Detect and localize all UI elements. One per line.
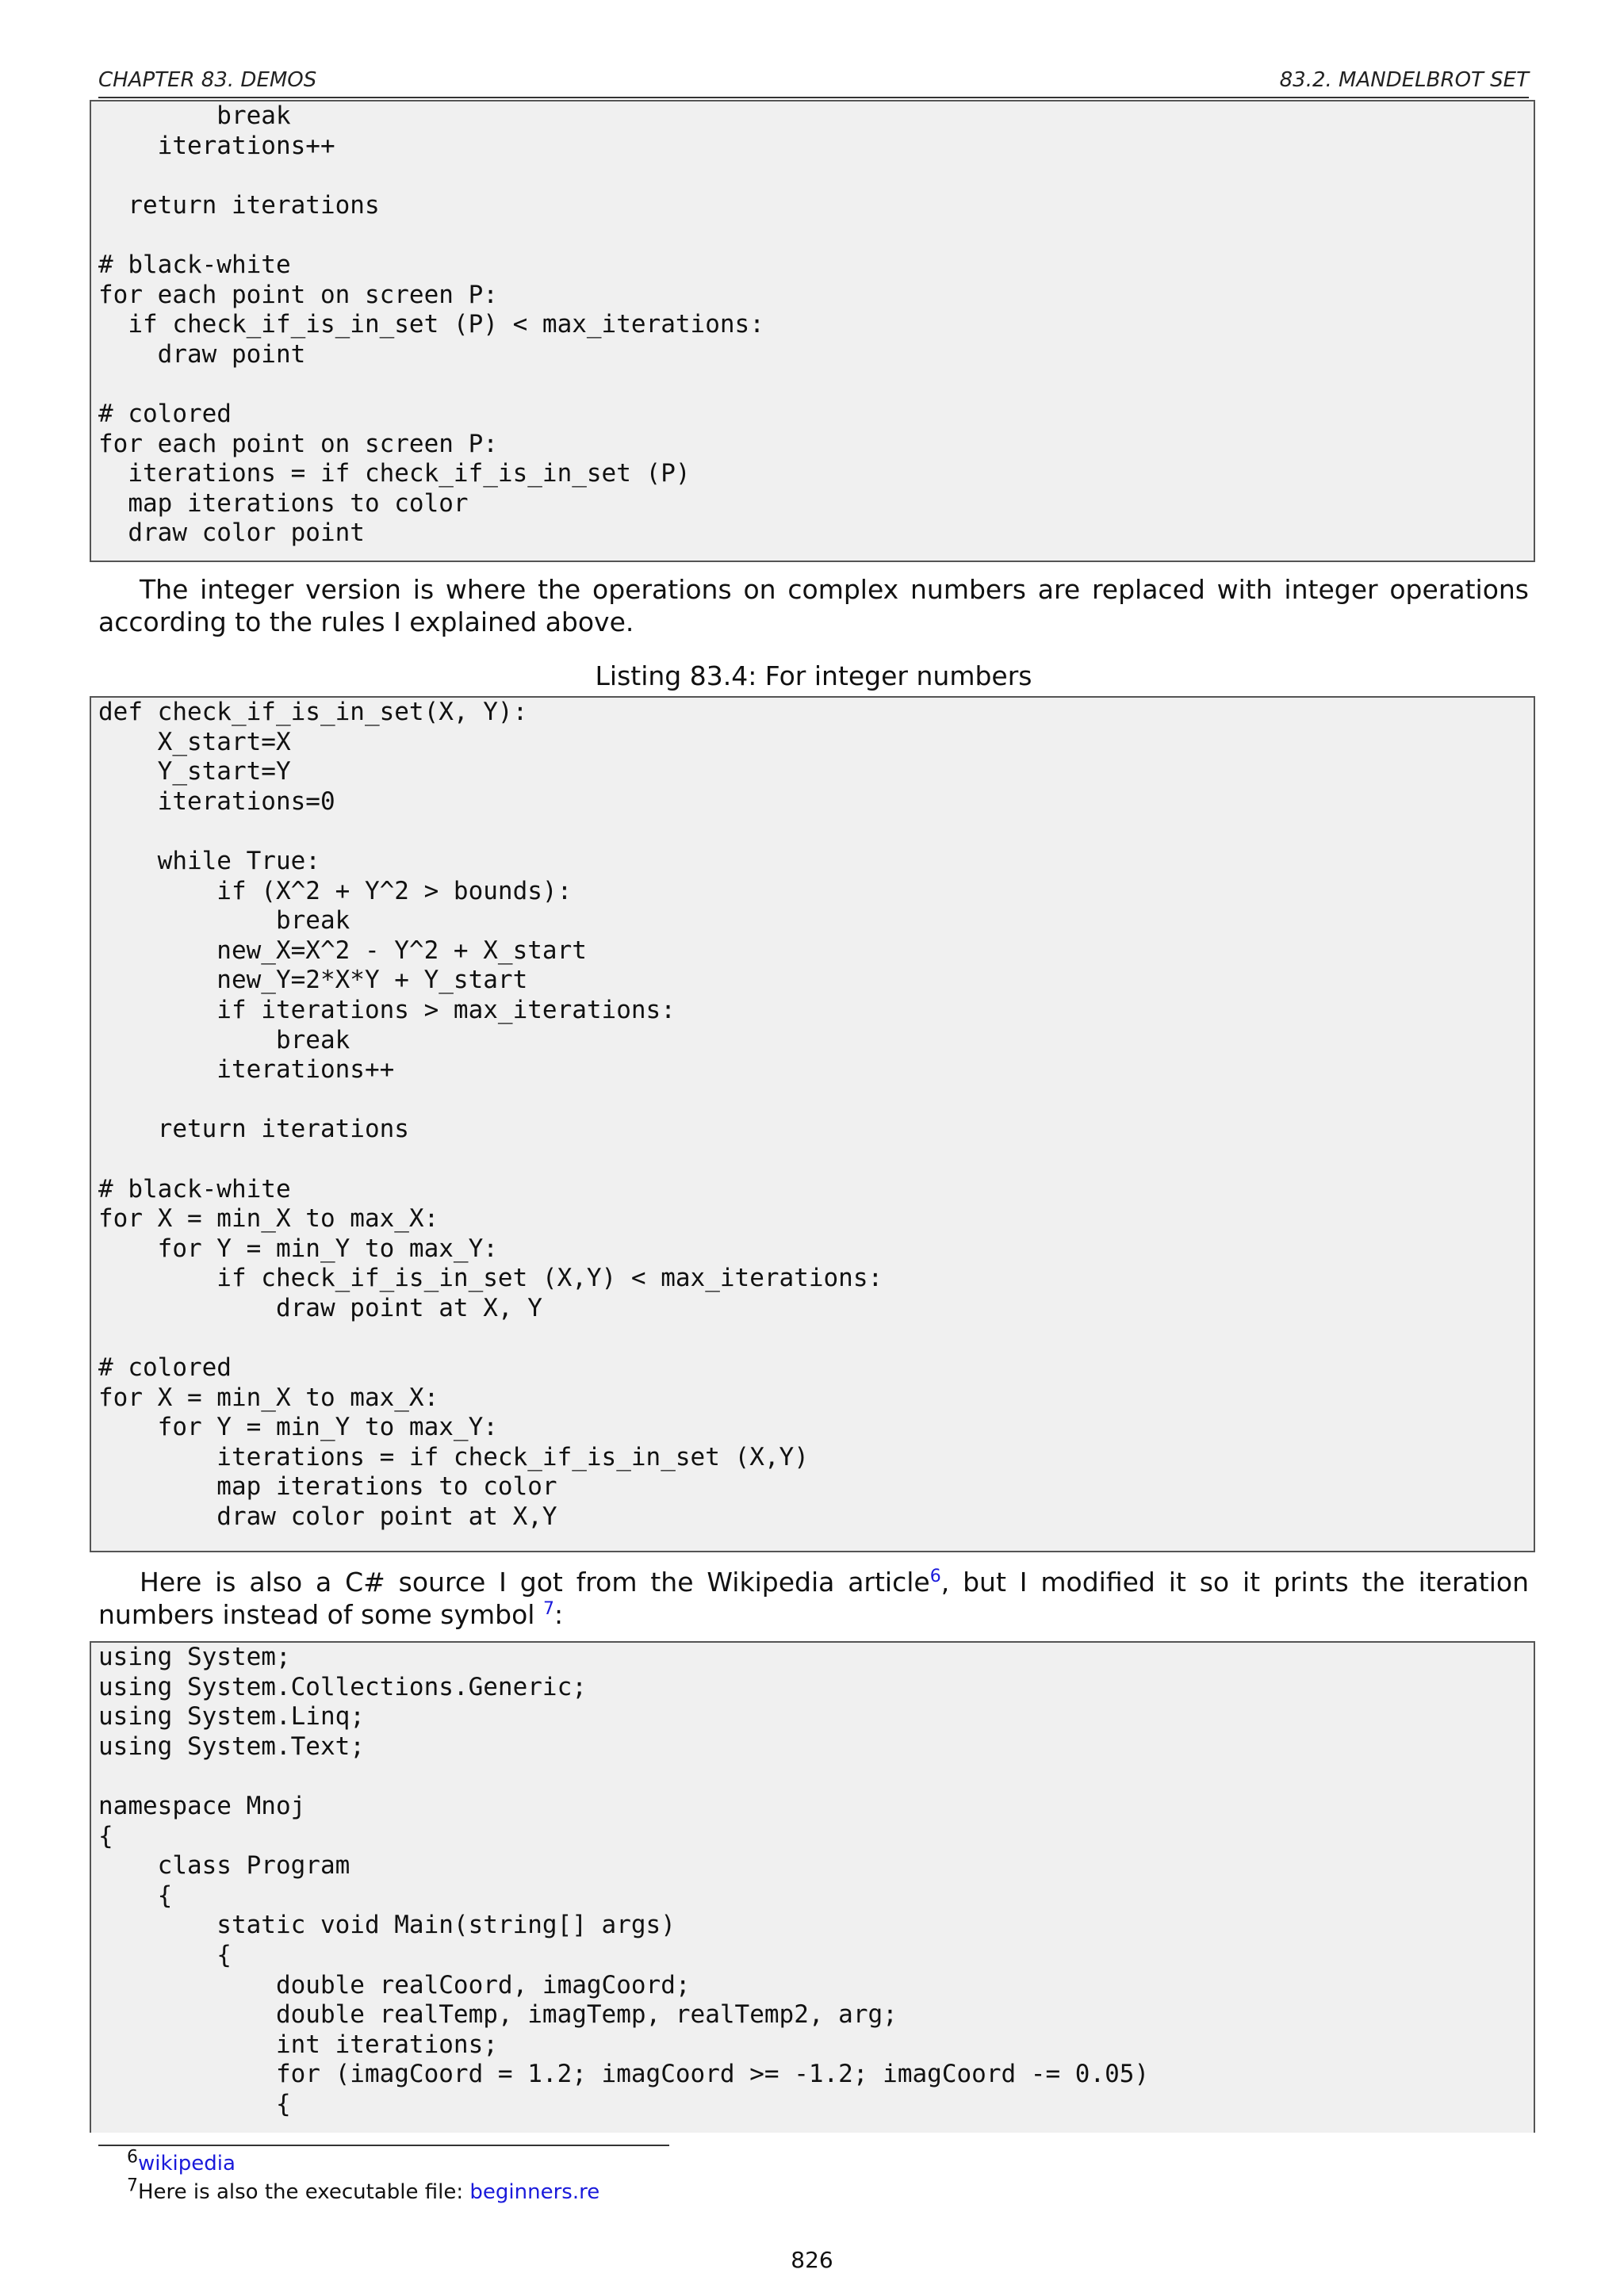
footnote-ref-7[interactable]: 7 bbox=[542, 1599, 554, 1619]
code-line: using System.Collections.Generic; bbox=[98, 1672, 587, 1701]
code-line: # black-white bbox=[98, 1174, 291, 1203]
code-line: def check_if_is_in_set(X, Y): bbox=[98, 698, 528, 726]
code-line: iterations++ bbox=[98, 1055, 395, 1085]
code-line: for each point on screen P: bbox=[98, 429, 498, 458]
code-line: # black-white bbox=[98, 250, 291, 279]
code-line: break bbox=[98, 1025, 350, 1054]
code-line: for Y = min_Y to max_Y: bbox=[98, 1413, 498, 1442]
code-line: X_start=X bbox=[98, 727, 291, 756]
code-line: { bbox=[98, 1940, 232, 1969]
code-line: iterations=0 bbox=[98, 786, 335, 816]
code-line: class Program bbox=[98, 1851, 350, 1881]
code-line: { bbox=[98, 1821, 113, 1850]
code-listing-continued bbox=[90, 100, 1535, 562]
code-line: for X = min_X to max_X: bbox=[98, 1383, 439, 1412]
code-line: # colored bbox=[98, 1353, 232, 1383]
code-line bbox=[98, 161, 1534, 191]
code-line: for (imagCoord = 1.2; imagCoord >= -1.2; imagCoord -= 0.05) bbox=[98, 2060, 1150, 2089]
running-header bbox=[98, 68, 1529, 98]
code-line: iterations = if check_if_is_in_set (P) bbox=[98, 459, 691, 488]
code-line: iterations++ bbox=[98, 131, 335, 160]
footnote-ref-6[interactable]: 6 bbox=[929, 1567, 941, 1586]
code-line: return iterations bbox=[98, 1115, 409, 1144]
code-line: return iterations bbox=[98, 190, 380, 220]
code-line bbox=[98, 369, 1534, 400]
paragraph-csharp-intro: Here is also a C# source I got from the Wikipedia article$^6$, but I modified it so it prints the iteration numbers instead of some symbol $^7$: bbox=[98, 1567, 1529, 1630]
code-line: for Y = min_Y to max_Y: bbox=[98, 1234, 498, 1263]
code-listing-integer bbox=[90, 696, 1535, 1552]
code-line: if check_if_is_in_set (X,Y) < max_iterations: bbox=[98, 1264, 883, 1293]
code-line bbox=[98, 817, 1534, 847]
code-line: { bbox=[98, 2089, 291, 2118]
paragraph-integer-version: The integer version is where the operations on complex numbers are replaced with integer operations according to the rules I explained above. bbox=[98, 574, 1529, 637]
footnote-6: $^6$wikipedia bbox=[127, 2147, 236, 2175]
code-line: int iterations; bbox=[98, 2030, 498, 2059]
code-line: for X = min_X to max_X: bbox=[98, 1204, 439, 1234]
code-line: draw color point bbox=[98, 519, 365, 548]
code-line: namespace Mnoj bbox=[98, 1791, 306, 1820]
code-line: using System.Linq; bbox=[98, 1702, 365, 1732]
code-line: using System.Text; bbox=[98, 1732, 365, 1761]
code-line bbox=[98, 1145, 1534, 1175]
footnote-7: $^7$Here is also the executable file: beginners.re bbox=[127, 2175, 600, 2204]
code-line bbox=[98, 1085, 1534, 1115]
code-line: double realTemp, imagTemp, realTemp2, arg; bbox=[98, 2000, 898, 2030]
code-line: { bbox=[98, 1881, 173, 1910]
code-line: break bbox=[98, 906, 350, 936]
code-line bbox=[98, 1762, 1534, 1792]
code-line: new_Y=2*X*Y + Y_start bbox=[98, 966, 528, 995]
chapter-title: CHAPTER 83. DEMOS bbox=[98, 68, 317, 92]
code-line: map iterations to color bbox=[98, 488, 469, 518]
code-line: static void Main(string[] args) bbox=[98, 1911, 676, 1940]
code-line: map iterations to color bbox=[98, 1472, 557, 1502]
code-line: if iterations > max_iterations: bbox=[98, 995, 676, 1024]
code-line: # colored bbox=[98, 399, 232, 428]
code-line: iterations = if check_if_is_in_set (X,Y) bbox=[98, 1442, 809, 1471]
beginners-re-link[interactable]: beginners.re bbox=[469, 2180, 600, 2204]
section-title: 83.2. MANDELBROT SET bbox=[1279, 68, 1529, 92]
code-line: break bbox=[98, 101, 291, 130]
code-line: using System; bbox=[98, 1643, 291, 1671]
wikipedia-link[interactable]: wikipedia bbox=[138, 2152, 236, 2175]
code-line: draw point bbox=[98, 339, 306, 369]
page-number: 826 bbox=[791, 2247, 833, 2273]
footnote-divider bbox=[98, 2145, 669, 2146]
code-line: draw point at X, Y bbox=[98, 1293, 542, 1322]
code-line: for each point on screen P: bbox=[98, 280, 498, 309]
code-line: if check_if_is_in_set (P) < max_iterations: bbox=[98, 310, 764, 339]
code-line: Y_start=Y bbox=[98, 757, 291, 786]
code-line bbox=[98, 220, 1534, 251]
code-line: draw color point at X,Y bbox=[98, 1502, 557, 1532]
listing-caption: Listing 83.4: For integer numbers bbox=[595, 660, 1032, 691]
code-line: if (X^2 + Y^2 > bounds): bbox=[98, 876, 573, 905]
code-line: double realCoord, imagCoord; bbox=[98, 1970, 691, 1999]
code-line: new_X=X^2 - Y^2 + X_start bbox=[98, 936, 587, 965]
code-line bbox=[98, 1323, 1534, 1353]
code-listing-csharp bbox=[90, 1641, 1535, 2133]
code-line: while True: bbox=[98, 846, 320, 875]
